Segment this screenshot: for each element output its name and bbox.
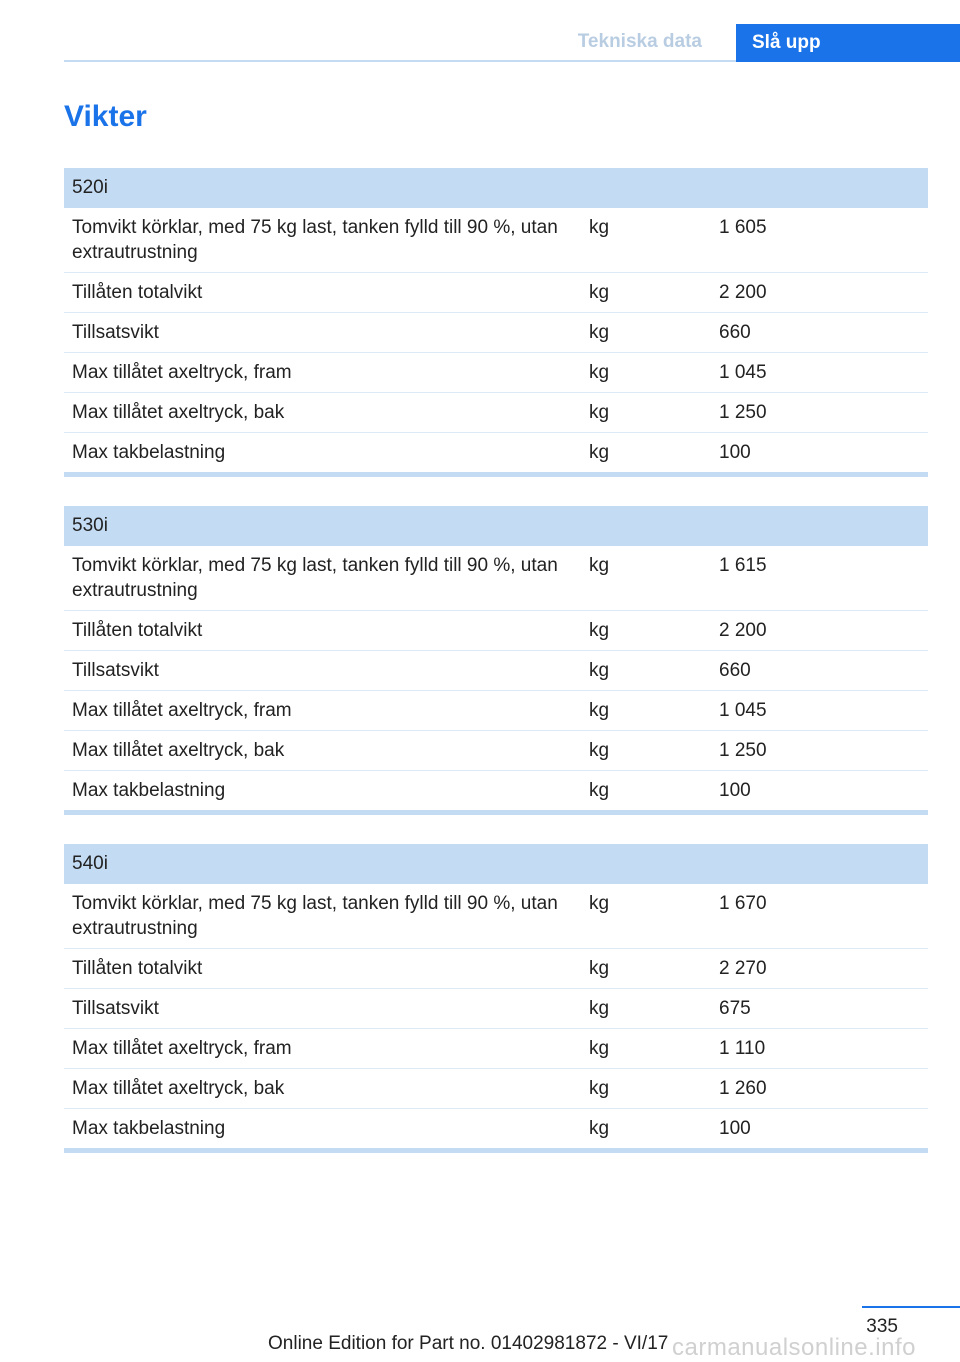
table-row bbox=[64, 989, 928, 1029]
row-unit: kg bbox=[589, 620, 610, 641]
row-value: 1 045 bbox=[719, 362, 767, 383]
table-row bbox=[64, 731, 928, 771]
row-unit: kg bbox=[589, 322, 610, 343]
table-row bbox=[64, 651, 928, 691]
row-unit: kg bbox=[589, 893, 610, 914]
row-value: 660 bbox=[719, 322, 751, 343]
row-label: Max tillåtet axeltryck, fram bbox=[72, 700, 292, 721]
row-label: Tomvikt körklar, med 75 kg last, tanken fylld till 90 %, utan extrautrustning bbox=[72, 893, 558, 939]
row-label: Max takbelastning bbox=[72, 1118, 226, 1139]
table-header-model: 540i bbox=[64, 844, 928, 884]
row-unit: kg bbox=[589, 660, 610, 681]
row-unit: kg bbox=[589, 555, 610, 576]
row-unit: kg bbox=[589, 958, 610, 979]
row-unit: kg bbox=[589, 780, 610, 801]
page-number: 335 bbox=[866, 1316, 898, 1337]
row-value: 1 670 bbox=[719, 893, 767, 914]
row-label: Tomvikt körklar, med 75 kg last, tanken fylld till 90 %, utan extrautrustning bbox=[72, 217, 558, 263]
table-row bbox=[64, 313, 928, 353]
row-value: 675 bbox=[719, 998, 751, 1019]
weights-table-520i bbox=[64, 168, 928, 477]
row-value: 1 250 bbox=[719, 402, 767, 423]
table-row bbox=[64, 884, 928, 949]
row-label: Max takbelastning bbox=[72, 442, 226, 463]
row-value: 100 bbox=[719, 442, 751, 463]
row-unit: kg bbox=[589, 217, 610, 238]
row-unit: kg bbox=[589, 700, 610, 721]
table-row bbox=[64, 433, 928, 472]
table-row bbox=[64, 771, 928, 810]
page-number-rule bbox=[862, 1306, 960, 1308]
table-row bbox=[64, 611, 928, 651]
row-label: Max tillåtet axeltryck, bak bbox=[72, 1078, 285, 1099]
row-value: 1 110 bbox=[719, 1038, 766, 1059]
row-value: 2 200 bbox=[719, 282, 767, 303]
footer-edition-text: Online Edition for Part no. 01402981872 - VI/17 bbox=[268, 1333, 669, 1354]
row-value: 1 250 bbox=[719, 740, 767, 761]
row-unit: kg bbox=[589, 740, 610, 761]
row-label: Max tillåtet axeltryck, bak bbox=[72, 402, 285, 423]
table-row bbox=[64, 353, 928, 393]
row-label: Max tillåtet axeltryck, fram bbox=[72, 362, 292, 383]
row-label: Tillsatsvikt bbox=[72, 998, 159, 1019]
weights-tables bbox=[64, 168, 928, 1182]
table-row bbox=[64, 273, 928, 313]
row-value: 2 270 bbox=[719, 958, 767, 979]
row-value: 100 bbox=[719, 780, 751, 801]
row-unit: kg bbox=[589, 1078, 610, 1099]
table-row bbox=[64, 546, 928, 611]
row-value: 100 bbox=[719, 1118, 751, 1139]
row-label: Max tillåtet axeltryck, fram bbox=[72, 1038, 292, 1059]
row-label: Max takbelastning bbox=[72, 780, 226, 801]
row-label: Tillåten totalvikt bbox=[72, 282, 203, 303]
table-header-model: 530i bbox=[64, 506, 928, 546]
table-row bbox=[64, 949, 928, 989]
row-value: 660 bbox=[719, 660, 751, 681]
weights-table-540i bbox=[64, 844, 928, 1153]
row-unit: kg bbox=[589, 362, 610, 383]
row-label: Tomvikt körklar, med 75 kg last, tanken fylld till 90 %, utan extrautrustning bbox=[72, 555, 558, 601]
row-unit: kg bbox=[589, 998, 610, 1019]
table-row bbox=[64, 208, 928, 273]
weights-table-530i bbox=[64, 506, 928, 815]
table-row bbox=[64, 1109, 928, 1148]
table-row bbox=[64, 691, 928, 731]
row-unit: kg bbox=[589, 442, 610, 463]
page-header bbox=[64, 24, 960, 62]
row-label: Max tillåtet axeltryck, bak bbox=[72, 740, 285, 761]
header-chapter-tab[interactable]: Slå upp bbox=[736, 24, 960, 62]
watermark-text: carmanualsonline.info bbox=[672, 1334, 916, 1361]
page-title: Vikter bbox=[64, 100, 147, 133]
row-value: 1 045 bbox=[719, 700, 767, 721]
table-row bbox=[64, 1069, 928, 1109]
table-row bbox=[64, 393, 928, 433]
row-value: 1 260 bbox=[719, 1078, 767, 1099]
row-label: Tillåten totalvikt bbox=[72, 620, 203, 641]
header-section-link[interactable]: Tekniska data bbox=[577, 31, 702, 52]
row-label: Tillsatsvikt bbox=[72, 660, 159, 681]
row-unit: kg bbox=[589, 282, 610, 303]
row-unit: kg bbox=[589, 1038, 610, 1059]
table-row bbox=[64, 1029, 928, 1069]
table-header-model: 520i bbox=[64, 168, 928, 208]
row-label: Tillsatsvikt bbox=[72, 322, 159, 343]
row-value: 1 615 bbox=[719, 555, 767, 576]
row-unit: kg bbox=[589, 402, 610, 423]
row-value: 1 605 bbox=[719, 217, 767, 238]
row-unit: kg bbox=[589, 1118, 610, 1139]
row-label: Tillåten totalvikt bbox=[72, 958, 203, 979]
row-value: 2 200 bbox=[719, 620, 767, 641]
